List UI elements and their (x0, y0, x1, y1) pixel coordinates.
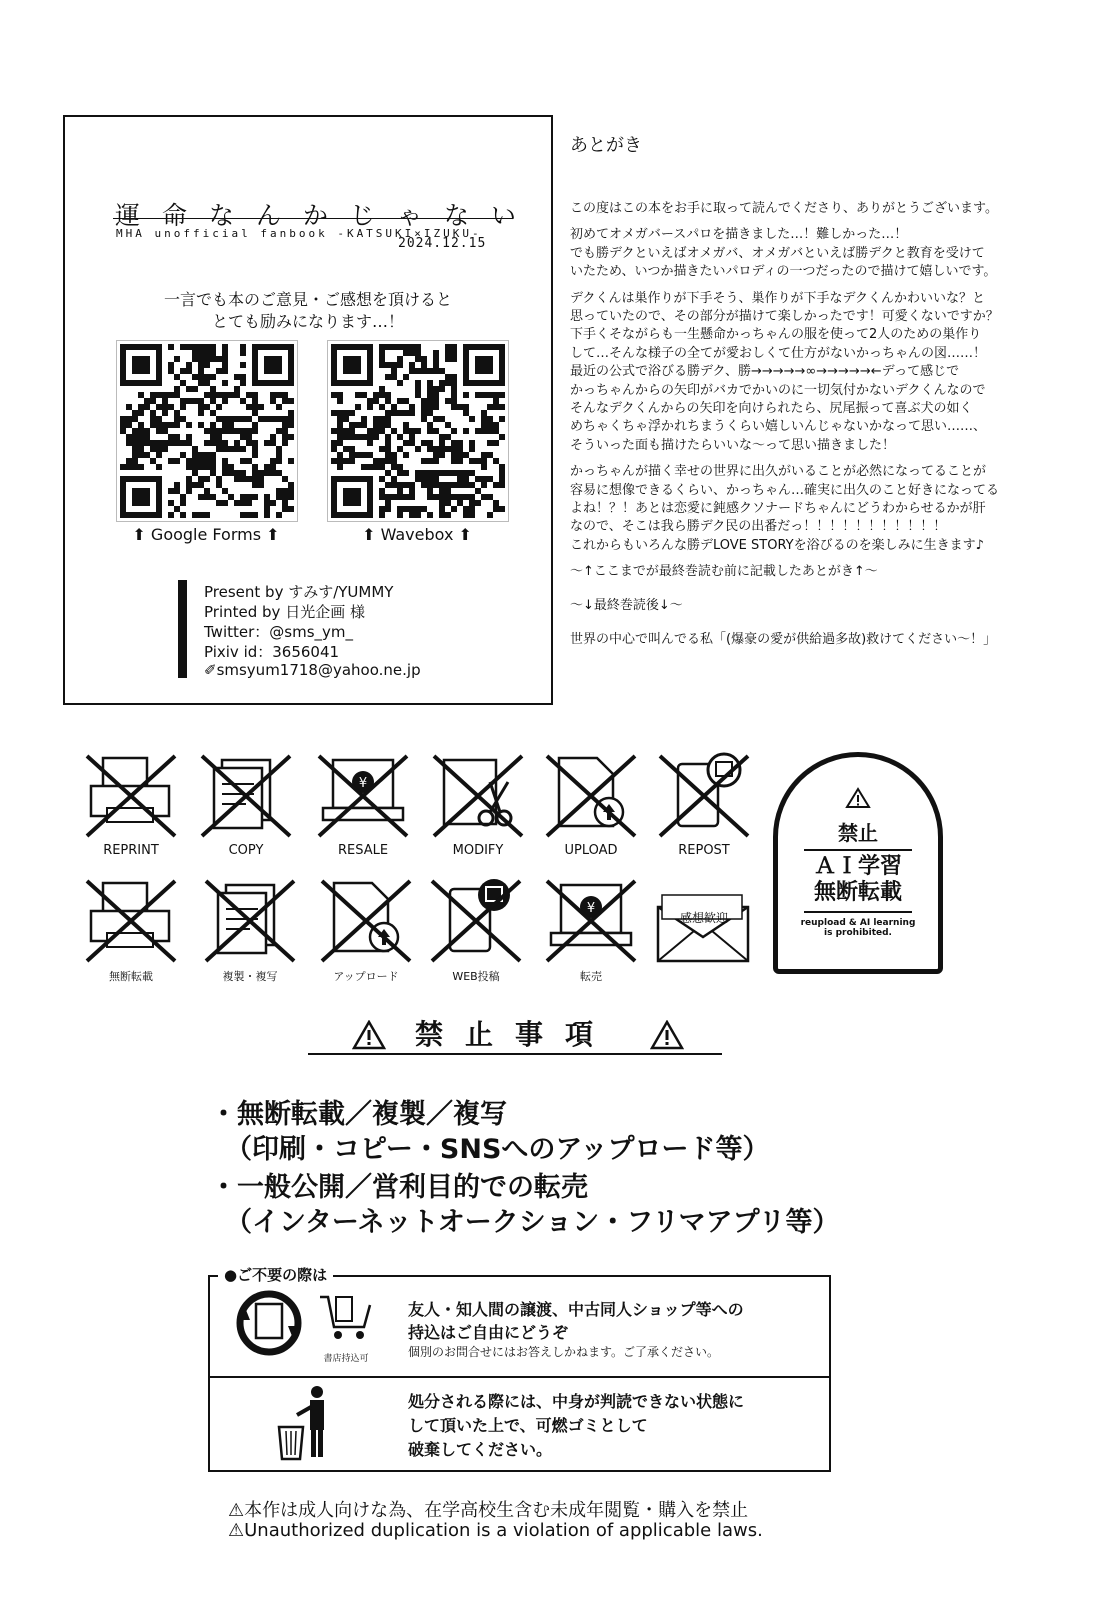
icon-label: 複製・複写 (222, 970, 278, 983)
transfer-text-line2: 持込はご自由にどうぞ (408, 1323, 569, 1342)
shopping-cart-icon (318, 1293, 374, 1343)
afterword-line: デクくんは巣作りが下手そう、巣作りが下手なデクくんかわいいな？と (570, 290, 985, 306)
afterword-line: でも勝デクといえばオメガバ、オメガバといえば勝デクと教育を受けて (570, 245, 985, 261)
afterword-line: ～↓最終巻読後↓～ (570, 598, 683, 614)
afterword-line: なので、そこは我ら勝デク民の出番だっ！！！！！！！！！！！ (570, 519, 947, 535)
printer-prohibited-icon (81, 752, 181, 840)
afterword-line: いたため、いつか描きたいパロディの一つだったので描けて嬉しいです。 (570, 264, 997, 280)
afterword-line: この度はこの本をお手に取って読んでくださり、ありがとうございます。 (570, 201, 998, 216)
recycle-icon (236, 1290, 302, 1356)
icon-label: WEB投稿 (452, 970, 500, 983)
icon-label: 無断転載 (109, 970, 153, 983)
icon-label: RESALE (337, 843, 389, 858)
feedback-welcome-text: 感想歓迎 (679, 911, 728, 925)
afterword-line: そういった面も描けたらいいな～って思い描きました！ (570, 437, 896, 453)
repost-prohibited-icon (654, 752, 754, 840)
title-underline (113, 218, 513, 219)
copyright-notice: ⚠Unauthorized duplication is a violation of applicable laws. (228, 1520, 763, 1541)
prohibited-item-2: ・一般公開／営利目的での転売 (210, 1172, 588, 1203)
copy-prohibited-icon (200, 877, 300, 965)
trash-person-icon (275, 1385, 335, 1461)
icon-label: 転売 (580, 970, 602, 983)
svg-text:¥: ¥ (358, 776, 368, 791)
afterword-line: 最近の公式で浴びる勝デク、勝→→→→→∞→→→→→←デって感じで (570, 364, 960, 380)
credit-email: ✐smsyum1718@yahoo.ne.jp (204, 661, 421, 679)
ai-prohibited-sign (773, 752, 943, 974)
afterword-line: 思っていたので、その部分が描けて楽しかったです！可愛くないですか？ (570, 309, 999, 324)
google-forms-qr-code[interactable] (116, 340, 298, 522)
afterword-line: これからもいろんな勝デLOVE STORYを浴びるのを楽しみに生きます♪ (570, 537, 984, 553)
feedback-request-line1: 一言でも本のご意見・ご感想を頂けると (163, 290, 452, 309)
disposal-heading: ●ご不要の際は (218, 1264, 333, 1285)
svg-text:¥: ¥ (586, 901, 596, 916)
upload-prohibited-icon (541, 752, 641, 840)
credit-printer: Printed by 日光企画 様 (204, 603, 365, 621)
icon-label: REPRINT (103, 843, 159, 858)
afterword-line: かっちゃんからの矢印がバカでかいのに一切気付かないデクくんなので (570, 382, 986, 398)
icon-label: COPY (228, 843, 264, 858)
credit-twitter: Twitter：@sms_ym_ (204, 623, 354, 641)
modify-prohibited-icon (428, 752, 528, 840)
afterword-line: よね！？！あとは恋愛に鈍感クソナードちゃんにどうわからせるかが肝 (570, 501, 986, 516)
icon-label: UPLOAD (564, 843, 618, 858)
prohibited-heading: 禁止事項 (308, 1013, 722, 1055)
sign-divider (804, 849, 912, 851)
google-forms-label: ⬆ Google Forms ⬆ (132, 525, 280, 544)
warning-icon (845, 787, 871, 809)
feedback-request-line2: とても励みになります…！ (211, 312, 404, 331)
resale-prohibited-icon (313, 752, 413, 840)
disposal-text-line3: 破棄してください。 (408, 1440, 553, 1459)
disposal-divider (208, 1376, 831, 1378)
afterword-line: 容易に想像できるくらい、かっちゃん…確実に出久のこと好きになってる (570, 482, 1000, 498)
web-post-prohibited-icon (426, 877, 526, 965)
afterword-line: 下手くそながらも一生懸命かっちゃんの服を使って2人のための巣作り (570, 327, 982, 343)
resale-prohibited-icon (541, 877, 641, 965)
disposal-text-line1: 処分される際には、中身が判読できない状態に (408, 1392, 745, 1411)
age-restriction-notice: ⚠本作は成人向けな為、在学高校生含む未成年閲覧・購入を禁止 (228, 1500, 749, 1521)
afterword-line: かっちゃんが描く幸せの世界に出久がいることが必然になってることが (570, 464, 987, 480)
sign-prohibited: 禁止 (838, 821, 878, 845)
transfer-text-line1: 友人・知人間の譲渡、中古同人ショップ等への (408, 1300, 744, 1319)
icon-label: REPOST (678, 843, 730, 858)
wavebox-qr-code[interactable] (327, 340, 509, 522)
transfer-note: 個別のお問合せにはお答えしかねます。ご了承ください。 (408, 1345, 720, 1359)
afterword-line: して…そんな様子の全てが愛おしくて仕方がないかっちゃんの図……！ (570, 345, 987, 361)
sign-english-line2: is prohibited. (824, 928, 892, 938)
credit-accent-bar (178, 580, 187, 678)
printer-prohibited-icon (81, 877, 181, 965)
publish-date: 2024.12.15 (398, 236, 487, 251)
book-title: 運命なんかじゃない (115, 201, 539, 230)
icon-label: MODIFY (452, 843, 504, 858)
sign-english-line1: reupload & AI learning (800, 918, 916, 928)
bookstore-ok-label: 書店持込可 (323, 1354, 369, 1364)
prohibited-item-1: ・無断転載／複製／複写 (210, 1099, 507, 1130)
sign-divider (804, 911, 912, 913)
copy-prohibited-icon (196, 752, 296, 840)
upload-prohibited-icon (316, 877, 416, 965)
afterword-line: 初めてオメガバースパロを描きました…！難しかった…！ (570, 227, 908, 243)
prohibited-item-1-detail: （印刷・コピー・SNSへのアップロード等） (225, 1134, 770, 1165)
sign-ai-learning: ＡＩ学習 (813, 854, 902, 879)
prohibited-item-2-detail: （インターネットオークション・フリマアプリ等） (225, 1207, 840, 1238)
afterword-line: ～↑ここまでが最終巻読む前に記載したあとがき↑～ (570, 564, 878, 580)
wavebox-label: ⬆ Wavebox ⬆ (362, 525, 472, 544)
disposal-text-line2: して頂いた上で、可燃ゴミとして (408, 1416, 648, 1435)
icon-label: アップロード (333, 970, 399, 983)
sign-no-repost: 無断転載 (813, 880, 902, 905)
afterword-line: そんなデクくんからの矢印を向けられたら、尻尾振って喜ぶ犬の如く (570, 401, 973, 416)
book-subtitle: MHA unofficial fanbook -KATSUKI×IZUKU- (116, 227, 482, 240)
afterword-line: 世界の中心で叫んでる私「(爆豪の愛が供給過多故)救けてください～！」 (570, 632, 997, 648)
credit-author: Present by すみす/YUMMY (204, 583, 394, 601)
afterword-title: あとがき (570, 135, 642, 156)
afterword-line: めちゃくちゃ浮かれちまうくらい嬉しいんじゃないかなって思い……、 (570, 419, 987, 435)
credit-pixiv: Pixiv id：3656041 (204, 643, 340, 661)
